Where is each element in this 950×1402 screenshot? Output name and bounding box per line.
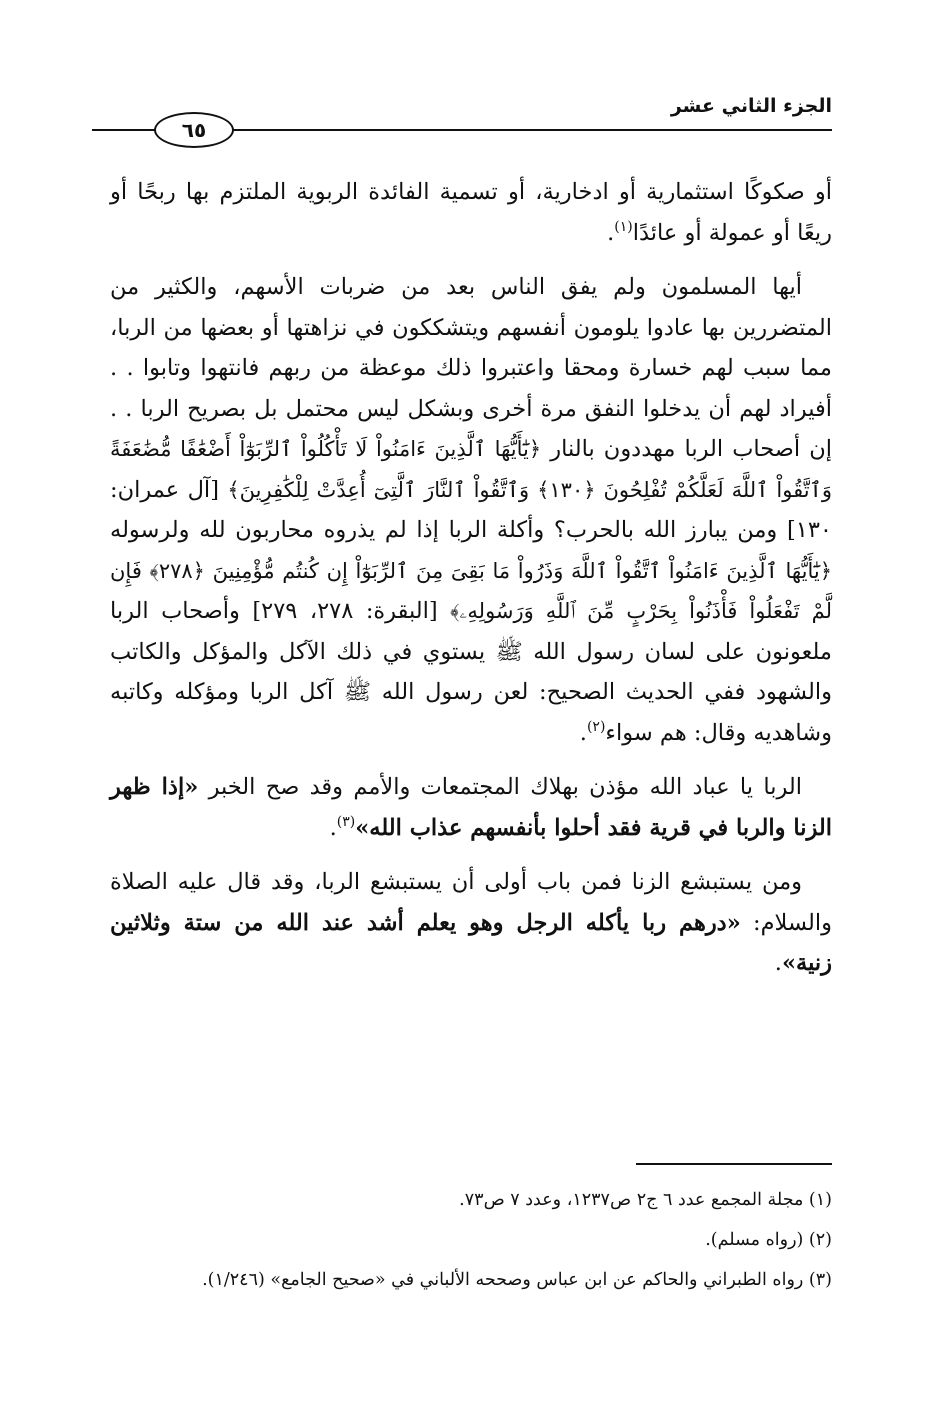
paragraph-4-text: ومن يستبشع الزنا فمن باب أولى أن يستبشع الربا، وقد قال عليه الصلاة والسلام: [110, 869, 832, 936]
running-title: الجزء الثاني عشر [670, 95, 832, 117]
paragraph-3-end: . [329, 814, 337, 841]
footnote-3: (٣) رواه الطبراني والحاكم عن ابن عباس وصححه الألباني في «صحيح الجامع» (١/٢٤٦). [202, 1270, 832, 1290]
page-number: ٦٥ [154, 112, 234, 148]
page-header [92, 92, 832, 152]
paragraph-1-text: أو صكوكًا استثمارية أو ادخارية، أو تسمية الفائدة الربوية الملتزم بها ربحًا أو ريعًا أو عمولة أو عائدًا [110, 179, 832, 246]
paragraph-1-end: . [607, 219, 615, 246]
footnote-ref-3: (٣) [336, 813, 356, 830]
footnotes [92, 1180, 832, 1300]
quran-verse-al-imran: ﴿يَٰٓأَيُّهَا ٱلَّذِينَ ءَامَنُواْ لَا تَأْكُلُواْ ٱلرِّبَوٰٓاْ أَضْعَٰفًا مُّضَٰعَفَةً وَٱتَّقُواْ ٱللَّهَ لَعَلَّكُمْ تُفْلِحُونَ ﴿١٣٠﴾ وَٱتَّقُواْ ٱلنَّارَ ٱلَّتِىٓ أُعِدَّتْ لِلْكَٰفِرِينَ﴾ [110, 437, 832, 502]
paragraph-3 [110, 767, 832, 848]
main-text [110, 172, 832, 998]
hadith-quote-2: «درهم ربا يأكله الرجل وهو يعلم أشد عند الله من ستة وثلاثين زنية» [110, 909, 832, 976]
paragraph-4-end: . [774, 950, 782, 976]
paragraph-4 [110, 862, 832, 984]
paragraph-2 [110, 267, 832, 753]
paragraph-1 [110, 172, 832, 253]
paragraph-2-text-b: [آل عمران: ١٣٠] ومن يبارز الله بالحرب؟ وأكلة الربا إذا لم يذروه محاربون لله ولرسوله [110, 476, 832, 543]
footnote-ref-2: (٢) [586, 718, 606, 735]
paragraph-2-text-a: أيها المسلمون ولم يفق الناس بعد من ضربات الأسهم، والكثير من المتضررين بها عادوا يلومون أنفسهم ويتشككون في نزاهتها أو بعضها من الربا، مما سبب لهم خسارة ومحقا واعتبروا ذلك موعظة من ربهم فانتهوا وتابوا . . أفيراد لهم أن يدخلوا النفق مرة أخرى وبشكل ليس محتمل بل بصريح الربا . . إن أصحاب الربا مهددون بالنار [110, 274, 832, 462]
quran-verse-al-baqarah: ﴿يَٰٓأَيُّهَا ٱلَّذِينَ ءَامَنُواْ ٱتَّقُواْ ٱللَّهَ وَذَرُواْ مَا بَقِىَ مِنَ ٱلرِّبَوٰٓاْ إِن كُنتُم مُّؤْمِنِينَ ﴿٢٧٨﴾ فَإِن لَّمْ تَفْعَلُواْ فَأْذَنُواْ بِحَرْبٍ مِّنَ ٱللَّهِ وَرَسُولِهِۦ﴾ [110, 558, 832, 623]
footnote-ref-1: (١) [614, 218, 633, 235]
footnote-1: (١) مجلة المجمع عدد ٦ ج٢ ص١٢٣٧، وعدد ٧ ص٧٣. [459, 1190, 832, 1210]
paragraph-3-text: الربا يا عباد الله مؤذن بهلاك المجتمعات والأمم وقد صح الخبر [208, 774, 802, 800]
footnote-2: (٢) (رواه مسلم). [705, 1230, 832, 1250]
hadith-quote-1: «إذا ظهر الزنا والربا في قرية فقد أحلوا بأنفسهم عذاب الله» [110, 774, 832, 841]
paragraph-2-text-c: [البقرة: ٢٧٨، ٢٧٩] وأصحاب الربا ملعونون على لسان رسول الله ﷺ يستوي في ذلك الآكل والمؤكل والكاتب والشهود ففي الحديث الصحيح: لعن رسول الله ﷺ آكل الربا ومؤكله وكاتبه وشاهديه وقال: هم سواء [110, 598, 832, 746]
paragraph-2-end: . [579, 719, 587, 746]
footnote-separator [636, 1163, 832, 1165]
